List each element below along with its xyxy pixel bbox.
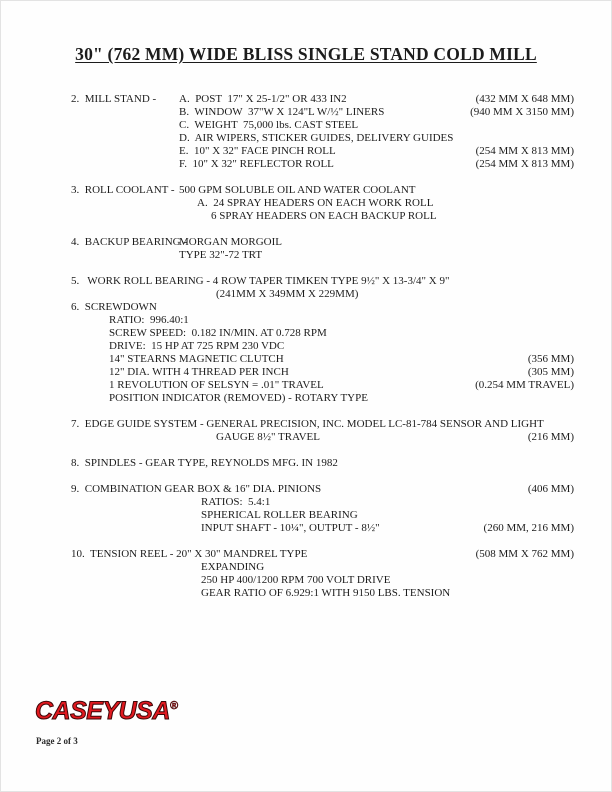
page-title: 30" (762 MM) WIDE BLISS SINGLE STAND COLD MILL — [75, 44, 537, 64]
row-text: A. 24 SPRAY HEADERS ON EACH WORK ROLL — [197, 197, 434, 209]
row-text: 9. COMBINATION GEAR BOX & 16" DIA. PINIONS — [71, 483, 322, 495]
row-text: 7. EDGE GUIDE SYSTEM - GENERAL PRECISION, INC. MODEL LC-81-784 SENSOR AND LIGHT — [71, 418, 544, 430]
row-text: TYPE 32"-72 TRT — [179, 249, 263, 261]
row-metric: (940 MM X 3150 MM) — [470, 106, 574, 118]
spec-row — [71, 249, 574, 262]
row-text: (241MM X 349MM X 229MM) — [216, 288, 359, 300]
spec-row — [71, 236, 574, 249]
row-metric: (254 MM X 813 MM) — [475, 158, 574, 170]
spec-row — [71, 327, 574, 340]
spec-row — [71, 457, 574, 470]
row-metric: (508 MM X 762 MM) — [475, 548, 574, 560]
spec-row — [71, 106, 574, 119]
spec-row — [71, 509, 574, 522]
spec-row — [71, 379, 574, 392]
row-metric: (432 MM X 648 MM) — [475, 93, 574, 105]
spec-row — [71, 314, 574, 327]
spec-section — [71, 483, 574, 535]
row-text: SCREW SPEED: 0.182 IN/MIN. AT 0.728 RPM — [109, 327, 327, 339]
row-text: MORGAN MORGOIL — [179, 236, 282, 248]
row-text: 6 SPRAY HEADERS ON EACH BACKUP ROLL — [211, 210, 437, 222]
row-metric: (260 MM, 216 MM) — [483, 522, 574, 534]
row-text: E. 10" X 32" FACE PINCH ROLL — [179, 145, 336, 157]
spec-row — [71, 483, 574, 496]
row-text: A. POST 17" X 25-1/2" OR 433 IN2 — [179, 93, 347, 105]
spec-row — [71, 301, 574, 314]
row-metric: (356 MM) — [527, 353, 574, 365]
row-text: B. WINDOW 37"W X 124"L W/½" LINERS — [179, 106, 385, 118]
row-text: 1 REVOLUTION OF SELSYN = .01" TRAVEL — [109, 379, 324, 391]
spec-row — [71, 158, 574, 171]
row-metric: (254 MM X 813 MM) — [475, 145, 574, 157]
spec-row — [71, 418, 574, 431]
spec-row — [71, 132, 574, 145]
spec-row — [71, 288, 574, 301]
row-head: 4. BACKUP BEARING - — [71, 236, 188, 248]
spec-row — [71, 431, 574, 444]
row-text: GEAR RATIO OF 6.929:1 WITH 9150 LBS. TENSION — [201, 587, 451, 599]
page-number: Page 2 of 3 — [36, 736, 78, 746]
row-metric: (305 MM) — [527, 366, 574, 378]
row-text: 10. TENSION REEL - 20" X 30" MANDREL TYPE — [71, 548, 308, 560]
row-text: 500 GPM SOLUBLE OIL AND WATER COOLANT — [179, 184, 416, 196]
row-text: 5. WORK ROLL BEARING - 4 ROW TAPER TIMKEN TYPE 9½" X 13-3/4" X 9" — [71, 275, 450, 287]
row-metric: (0.254 MM TRAVEL) — [475, 379, 574, 391]
row-text: DRIVE: 15 HP AT 725 RPM 230 VDC — [109, 340, 285, 352]
spec-row — [71, 119, 574, 132]
spec-section — [71, 184, 574, 223]
spec-row — [71, 574, 574, 587]
spec-section — [71, 301, 574, 405]
spec-section — [71, 236, 574, 262]
spec-section — [71, 457, 574, 470]
spec-row — [71, 548, 574, 561]
row-metric: (216 MM) — [527, 431, 574, 443]
row-text: 6. SCREWDOWN — [71, 301, 157, 313]
spec-row — [71, 366, 574, 379]
caseyusa-logo — [35, 697, 178, 726]
spec-row — [71, 210, 574, 223]
row-text: 12" DIA. WITH 4 THREAD PER INCH — [109, 366, 289, 378]
logo-text: CASEYUSA — [35, 697, 170, 725]
spec-row — [71, 275, 574, 288]
spec-row — [71, 496, 574, 509]
spec-row — [71, 561, 574, 574]
row-text: GAUGE 8½" TRAVEL — [216, 431, 321, 443]
spec-section — [71, 418, 574, 444]
spec-row — [71, 392, 574, 405]
spec-row — [71, 522, 574, 535]
row-text: POSITION INDICATOR (REMOVED) - ROTARY TYPE — [109, 392, 368, 404]
spec-row — [71, 145, 574, 158]
spec-row — [71, 197, 574, 210]
row-text: RATIO: 996.40:1 — [109, 314, 189, 326]
spec-row — [71, 340, 574, 353]
row-text: 14" STEARNS MAGNETIC CLUTCH — [109, 353, 284, 365]
row-text: SPHERICAL ROLLER BEARING — [201, 509, 358, 521]
spec-row — [71, 353, 574, 366]
row-text: INPUT SHAFT - 10¼", OUTPUT - 8½" — [201, 522, 380, 534]
row-text: C. WEIGHT 75,000 lbs. CAST STEEL — [179, 119, 359, 131]
spec-section — [71, 548, 574, 600]
spec-sections — [71, 93, 574, 600]
spec-section — [71, 275, 574, 301]
row-text: F. 10" X 32" REFLECTOR ROLL — [179, 158, 334, 170]
spec-row — [71, 587, 574, 600]
row-metric: (406 MM) — [527, 483, 574, 495]
row-text: 8. SPINDLES - GEAR TYPE, REYNOLDS MFG. IN 1982 — [71, 457, 338, 469]
registered-trademark-icon: ® — [169, 700, 178, 712]
row-text: EXPANDING — [201, 561, 265, 573]
row-head: 3. ROLL COOLANT - — [71, 184, 175, 196]
spec-row — [71, 93, 574, 106]
spec-section — [71, 93, 574, 171]
row-head: 2. MILL STAND - — [71, 93, 157, 105]
row-text: RATIOS: 5.4:1 — [201, 496, 271, 508]
spec-row — [71, 184, 574, 197]
row-text: 250 HP 400/1200 RPM 700 VOLT DRIVE — [201, 574, 391, 586]
row-text: D. AIR WIPERS, STICKER GUIDES, DELIVERY GUIDES — [179, 132, 454, 144]
